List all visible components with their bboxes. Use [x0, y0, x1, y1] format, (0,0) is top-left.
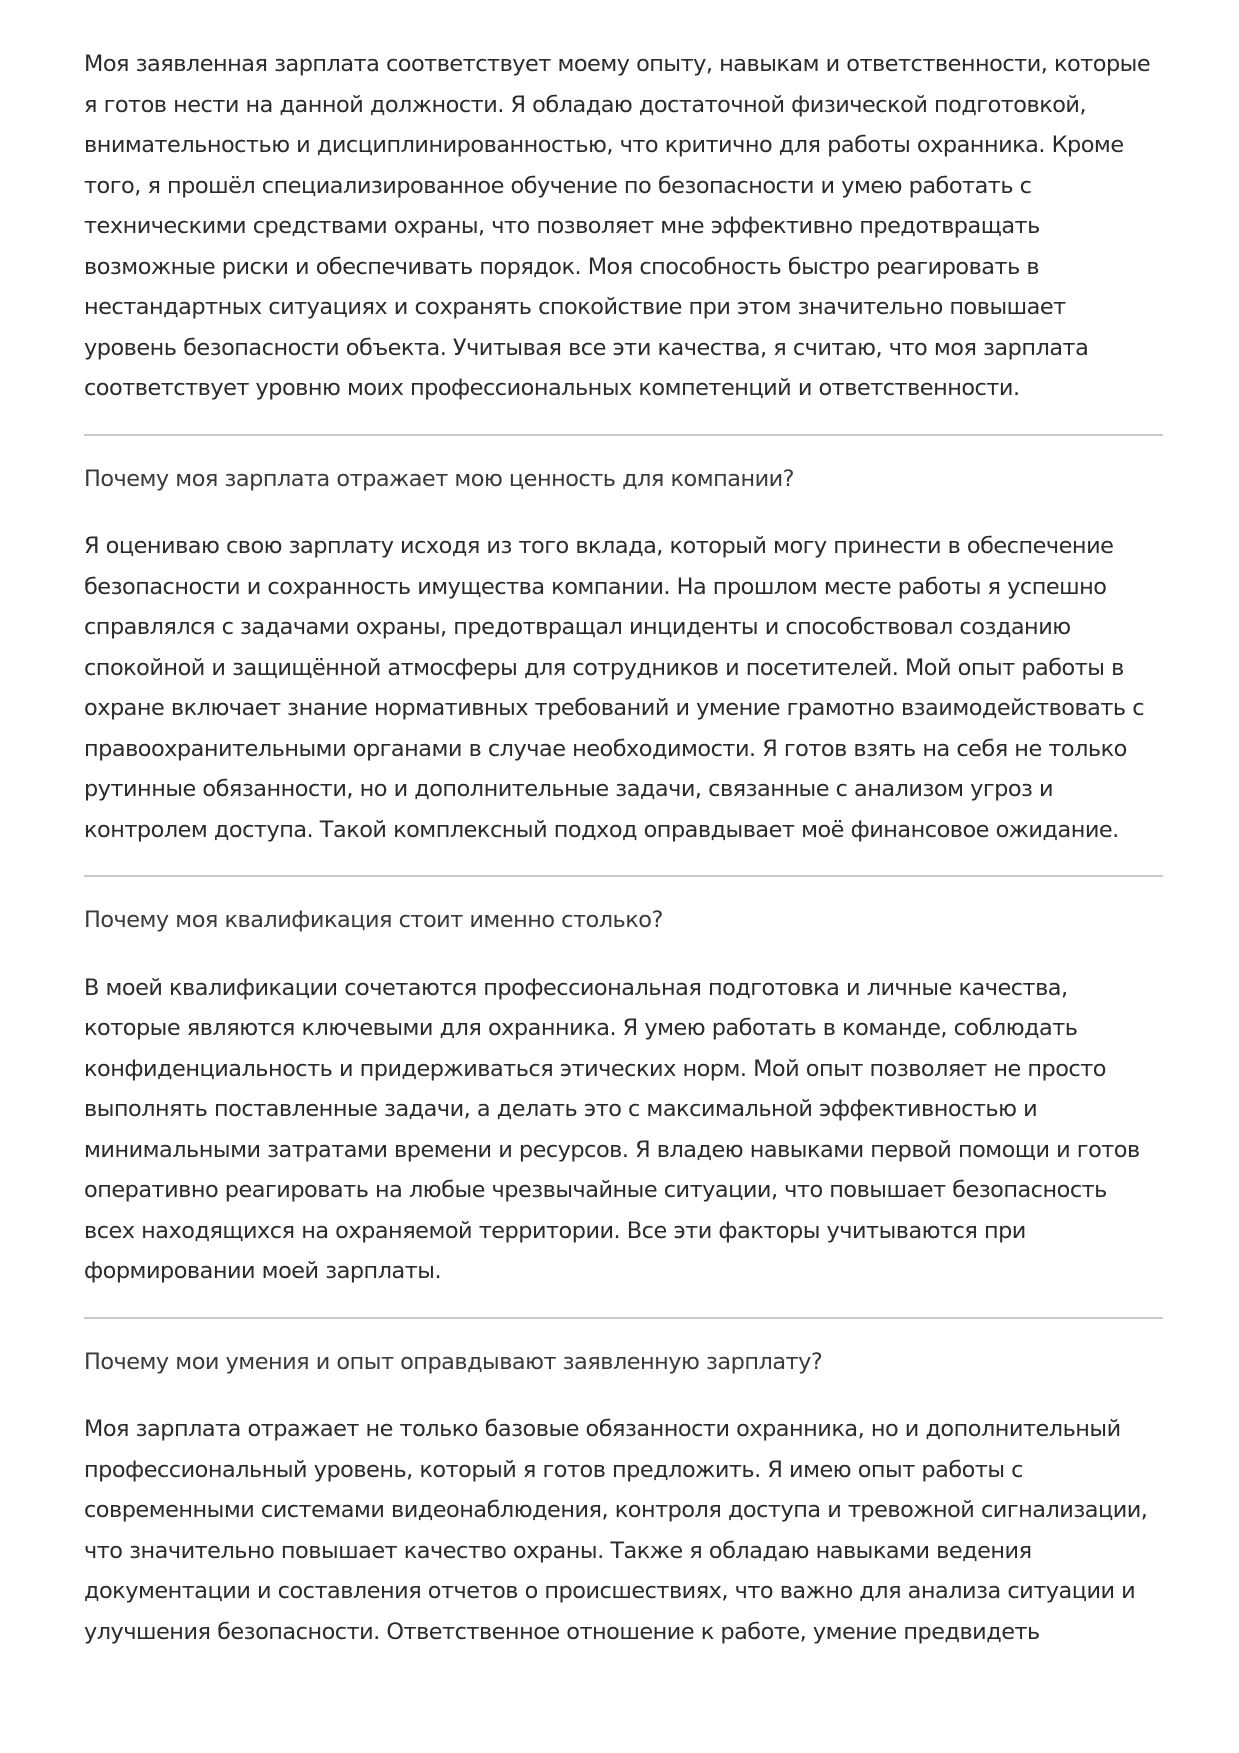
answer-paragraph-4: Моя зарплата отражает не только базовые обязанности охранника, но и дополнительный профессиональный уровень, который я готов предложить. Я имею опыт работы с современными системами видеонаблюдения, контроля доступа и тревожной сигнализации, что значительно повышает качество охраны. Также я обладаю навыками ведения документации и составления отчетов о происшествиях, что важно для анализа ситуации и улучшения безопасности. Ответственное отношение к работе, умение предвидеть [84, 1416, 1148, 1645]
question-heading-2: Почему моя зарплата отражает мою ценность для компании? [84, 465, 795, 492]
answer-paragraph-1: Моя заявленная зарплата соответствует моему опыту, навыкам и ответственности, которые я готов нести на данной должности. Я обладаю достаточной физической подготовкой, внимательностью и дисциплинированностью, что критично для работы охранника. Кроме того, я прошёл специализированное обучение по безопасности и умею работать с техническими средствами охраны, что позволяет мне эффективно предотвращать возможные риски и обеспечивать порядок. Моя способность быстро реагировать в нестандартных ситуациях и сохранять спокойствие при этом значительно повышает уровень безопасности объекта. Учитывая все эти качества, я считаю, что моя зарплата соответствует уровню моих профессиональных компетенций и ответственности. [84, 51, 1151, 401]
question-heading-3: Почему моя квалификация стоит именно столько? [84, 907, 663, 933]
section-divider [84, 875, 1163, 877]
document-page [84, 44, 1163, 1652]
section-divider [84, 434, 1163, 436]
question-heading-4: Почему мои умения и опыт оправдывают заявленную зарплату? [84, 1348, 823, 1375]
answer-paragraph-2: Я оцениваю свою зарплату исходя из того вклада, который могу принести в обеспечение безопасности и сохранность имущества компании. На прошлом месте работы я успешно справлялся с задачами охраны, предотвращал инциденты и способствовал созданию спокойной и защищённой атмосферы для сотрудников и посетителей. Мой опыт работы в охране включает знание нормативных требований и умение грамотно взаимодействовать с правоохранительными органами в случае необходимости. Я готов взять на себя не только рутинные обязанности, но и дополнительные задачи, связанные с анализом угроз и контролем доступа. Такой комплексный подход оправдывает моё финансовое ожидание. [84, 533, 1145, 843]
answer-paragraph-3: В моей квалификации сочетаются профессиональная подготовка и личные качества, которые являются ключевыми для охранника. Я умею работать в команде, соблюдать конфиденциальность и придерживаться этических норм. Мой опыт позволяет не просто выполнять поставленные задачи, а делать это с максимальной эффективностью и минимальными затратами времени и ресурсов. Я владею навыками первой помощи и готов оперативно реагировать на любые чрезвычайные ситуации, что повышает безопасность всех находящихся на охраняемой территории. Все эти факторы учитываются при формировании моей зарплаты. [84, 974, 1140, 1284]
section-divider [84, 1317, 1163, 1319]
